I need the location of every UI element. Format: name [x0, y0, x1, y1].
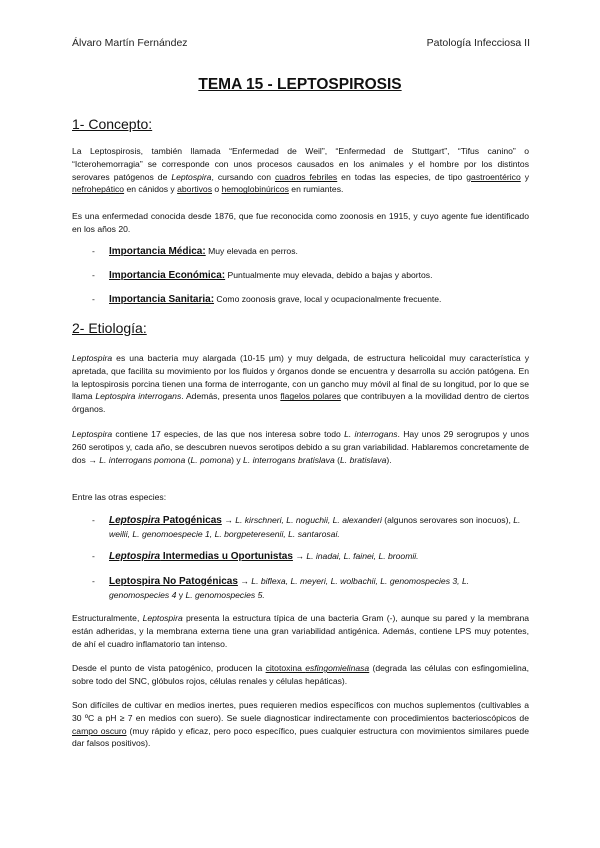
list-item-intermedias: - Leptospira Intermedias u Oportunistas → L. inadai, L. fainei, L. broomii. — [92, 551, 419, 562]
bullet-dash: - — [92, 270, 95, 280]
etiologia-paragraph-2: Leptospira contiene 17 especies, de las que nos interesa sobre todo L. interrogans. Hay unos 29 serogrupos y unos 260 serotipos y, cada año, se descubren nuevos serotipos debido a su gran variabilidad. Hablaremos concretamente de dos → L. interrogans pomona (L. pomona) y L. interrogans bratislava (L. bratislava). — [72, 429, 530, 465]
section-heading-concepto: 1- Concepto: — [72, 116, 153, 132]
header-author: Álvaro Martín Fernández — [72, 37, 188, 49]
bullet-dash: - — [92, 294, 95, 304]
etiologia-paragraph-5: Desde el punto de vista patogénico, producen la citotoxina esfingomielinasa (degrada las células con esfingomielina, sobre todo del SNC, glóbulos rojos, células renales y células hepáticas). — [72, 663, 529, 686]
concepto-paragraph-2: Es una enfermedad conocida desde 1876, que fue reconocida como zoonosis en 1915, y cuyo agente fue identificado en los años 20. — [72, 211, 529, 234]
etiologia-paragraph-3: Entre las otras especies: — [72, 492, 167, 502]
bullet-dash: - — [92, 246, 95, 256]
list-item-importancia-sanitaria: - Importancia Sanitaria: Como zoonosis grave, local y ocupacionalmente frecuente. — [92, 294, 442, 305]
list-item-importancia-medica: - Importancia Médica: Muy elevada en perros. — [92, 246, 298, 257]
bullet-dash: - — [92, 551, 95, 561]
list-item-patogenicas: - Leptospira Patogénicas → L. kirschneri, L. noguchii, L. alexanderi (algunos serovares son inocuos), L. weilii, L. genomoespecie 1, L. borgpeteresenii, L. santarosai. — [92, 515, 521, 539]
page-title: TEMA 15 - LEPTOSPIROSIS — [198, 76, 402, 93]
etiologia-paragraph-1: Leptospira es una bacteria muy alargada (10-15 µm) y muy delgada, de estructura helicoidal muy característica y apretada, que facilita su movimiento por los fluidos y órganos donde se encuentra y desarrolla su acción patógena. En la leptospirosis porcina tienen una forma de interrogante, con un gancho muy móvil al final de su longitud, por lo que se llama Leptospira interrogans. Además, presenta unos flagelos polares que contribuyen a la movilidad dentro de ciertos órganos. — [72, 353, 529, 415]
etiologia-paragraph-6: Son difíciles de cultivar en medios inertes, pues requieren medios específicos con muchos suplementos (cultivables a 30 ºC a pH ≥ 7 en medios con suero). Se suele diagnosticar indirectamente con procedimientos bacterioscópicos de campo oscuro (muy rápido y eficaz, pero poco específico, pues cualquier estructura con movimientos similares puede dar falsos positivos). — [72, 700, 529, 749]
list-item-no-patogenicas: - Leptospira No Patogénicas → L. biflexa, L. meyeri, L. wolbachii, L. genomospecies 3, L. genomospecies 4 y L. genomospecies 5. — [92, 576, 470, 600]
header-course: Patología Infecciosa II — [426, 37, 530, 49]
concepto-paragraph-1: La Leptospirosis, también llamada “Enfermedad de Weil”, “Enfermedad de Stuttgart”, “Tifus canino” o “Icterohemorragia” se corresponde con unos procesos causados en los animales y el hombre por los distintos serovares patógenos de Leptospira, cursando con cuadros febriles en todas las especies, de tipo gastroentérico y nefrohepático en cánidos y abortivos o hemoglobinúricos en rumiantes. — [72, 146, 529, 195]
bullet-dash: - — [92, 515, 95, 525]
section-heading-etiologia: 2- Etiología: — [72, 320, 147, 336]
list-item-importancia-economica: - Importancia Económica: Puntualmente muy elevada, debido a bajas y abortos. — [92, 270, 433, 281]
etiologia-paragraph-4: Estructuralmente, Leptospira presenta la estructura típica de una bacteria Gram (-), aunque su pared y la membrana están adheridas, y la membrana externa tiene una gran variabilidad antigénica. Además, contiene LPS muy potentes, de ahí el cuadro inflamatorio tan intenso. — [72, 613, 530, 649]
bullet-dash: - — [92, 576, 95, 586]
